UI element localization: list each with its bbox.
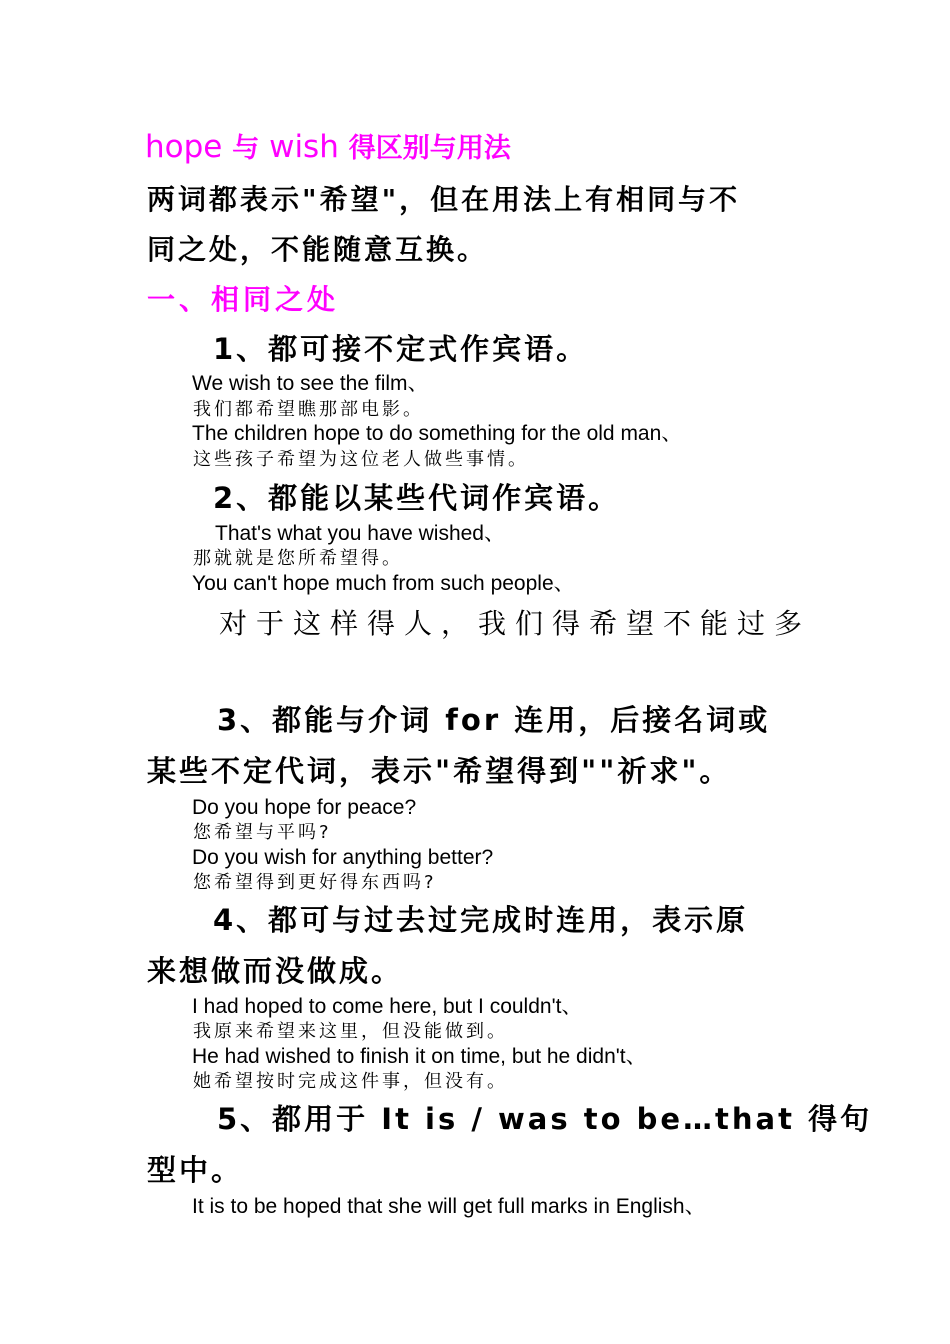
intro-line-2: 同之处，不能随意互换。 (147, 233, 489, 266)
item-1-heading: 1、都可接不定式作宾语。 (213, 332, 589, 366)
item-4-example-2-en: He had wished to finish it on time, but he didn't、 (192, 1045, 647, 1068)
item-3-example-2-en: Do you wish for anything better? (192, 846, 494, 869)
item-3-example-1-zh: 您希望与平吗? (193, 822, 332, 843)
item-3-heading-line-2: 某些不定代词，表示"希望得到""祈求"。 (147, 754, 732, 788)
item-5-example-1-en: It is to be hoped that she will get full marks in English、 (192, 1195, 706, 1218)
item-1-example-1-en: We wish to see the film、 (192, 372, 429, 395)
item-3-example-2-zh: 您希望得到更好得东西吗? (193, 872, 437, 893)
item-2-example-2-en: You can't hope much from such people、 (192, 572, 575, 595)
item-3-example-1-en: Do you hope for peace? (192, 796, 417, 819)
item-2-example-1-en: That's what you have wished、 (215, 522, 505, 545)
title-word-hope: hope (145, 129, 223, 165)
item-4-heading-line-1: 4、都可与过去过完成时连用，表示原 (213, 903, 749, 937)
title-word-wish: wish (269, 129, 339, 165)
item-5-heading-line-1: 5、都用于 It is / was to be…that 得句 (217, 1102, 873, 1136)
item-1-example-2-zh: 这些孩子希望为这位老人做些事情。 (193, 449, 529, 470)
title-connector: 与 (232, 133, 260, 164)
title-suffix: 得区别与用法 (348, 133, 511, 164)
item-3-heading-line-1: 3、都能与介词 for 连用，后接名词或 (217, 703, 771, 737)
document-title (145, 129, 511, 165)
item-4-example-1-zh: 我原来希望来这里，但没能做到。 (193, 1021, 508, 1042)
item-1-example-1-zh: 我们都希望瞧那部电影。 (193, 399, 424, 420)
item-5-heading-line-2: 型中。 (147, 1153, 244, 1187)
item-2-heading: 2、都能以某些代词作宾语。 (213, 481, 621, 515)
item-4-heading-line-2: 来想做而没做成。 (147, 954, 404, 988)
item-4-example-2-zh: 她希望按时完成这件事，但没有。 (193, 1071, 508, 1092)
item-2-example-1-zh: 那就就是您所希望得。 (193, 548, 403, 569)
item-1-example-2-en: The children hope to do something for the old man、 (192, 422, 683, 445)
section-heading-similarities: 一、相同之处 (147, 283, 340, 316)
item-2-example-2-zh: 对于这样得人，我们得希望不能过多 (219, 607, 812, 640)
item-4-example-1-en: I had hoped to come here, but I couldn't、 (192, 995, 583, 1018)
intro-line-1: 两词都表示"希望"，但在用法上有相同与不 (147, 183, 741, 216)
